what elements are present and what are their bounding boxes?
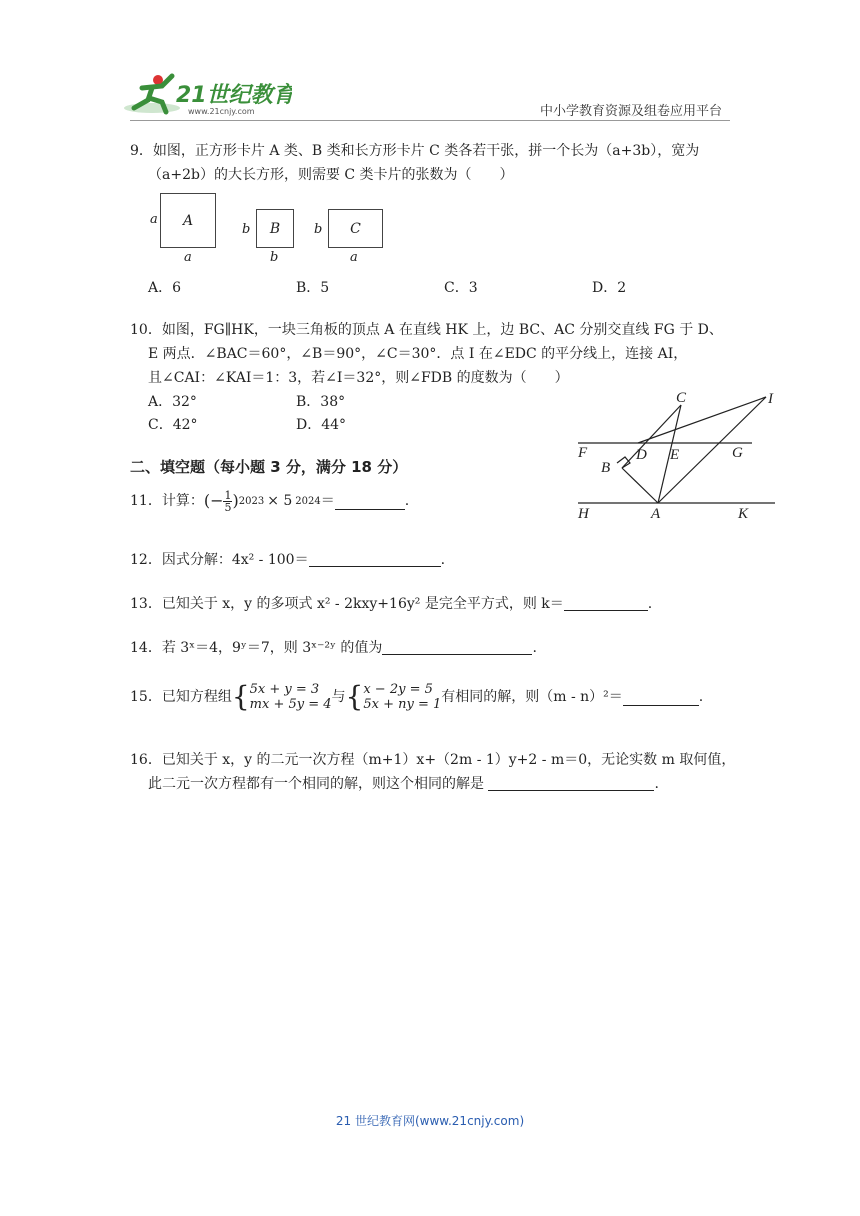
q14: 14．若 3ˣ＝4，9ʸ＝7，则 3ˣ⁻²ʸ 的值为 . (130, 640, 537, 656)
q9-line2: （a+2b）的大长方形，则需要 C 类卡片的张数为（ ） (148, 167, 514, 183)
label-e: E (670, 447, 680, 463)
q11-prefix: 11．计算： (130, 493, 204, 509)
card-b-side-label: b (242, 222, 251, 237)
header-divider (130, 120, 730, 121)
label-a: A (651, 506, 661, 522)
site-logo (122, 72, 292, 118)
card-b (256, 209, 294, 248)
q9-option-a: A．6 (148, 280, 182, 296)
q14-text: 14．若 3ˣ＝4，9ʸ＝7，则 3ˣ⁻²ʸ 的值为 (130, 640, 383, 656)
logo-url: www.21cnjy.com (188, 107, 255, 116)
q16-line1: 16．已知关于 x，y 的二元一次方程（m+1）x+（2m - 1）y+2 - m＝0，无论实数 m 取何值， (130, 752, 736, 768)
label-k: K (738, 506, 749, 522)
q15-prefix: 15．已知方程组 (130, 689, 232, 705)
card-b-label: B (269, 220, 281, 237)
q10-option-d: D．44° (296, 417, 347, 433)
q10-option-c: C．42° (148, 417, 198, 433)
q12-text: 12．因式分解：4x² - 100＝ (130, 552, 309, 568)
q11-suffix: ＝ (320, 493, 335, 509)
section-title: 二、填空题（每小题 3 分，满分 18 分） (130, 458, 408, 476)
platform-name: 中小学教育资源及组卷应用平台 (540, 104, 723, 119)
q16-text: 此二元一次方程都有一个相同的解，则这个相同的解是 (148, 776, 484, 792)
q15-system1: 5x + y = 3 mx + 5y = 4 (249, 682, 332, 712)
label-g: G (732, 445, 743, 461)
label-h: H (578, 506, 589, 522)
logo-text: 21世纪教育 (176, 83, 292, 108)
q10-geometry-figure (570, 385, 785, 525)
bisector-di (638, 397, 766, 443)
card-a-bottom-label: a (184, 250, 192, 265)
q15-system2: x − 2y = 5 5x + ny = 1 (363, 682, 442, 712)
q10-line2: E 两点．∠BAC＝60°，∠B＝90°，∠C＝30°．点 I 在∠EDC 的平分线上，连接 AI， (148, 346, 688, 362)
q11-answer-blank[interactable] (335, 493, 405, 510)
q14-answer-blank[interactable] (382, 638, 532, 655)
label-d: D (636, 447, 647, 463)
label-f: F (578, 445, 588, 461)
q15-answer-blank[interactable] (623, 689, 699, 706)
runner-logo-icon (122, 72, 292, 118)
q9-line1: 9．如图，正方形卡片 A 类、B 类和长方形卡片 C 类各若干张，拼一个长为（a+3b），宽为 (130, 143, 700, 159)
q15: 15．已知方程组 { 5x + y = 3 mx + 5y = 4 与 { x − 2y = 5 5x + ny = 1 有相同的解，则（m - n）²＝ . (130, 680, 704, 713)
q16-answer-blank[interactable] (488, 774, 654, 791)
q11-exp2: 2024 (295, 496, 321, 507)
card-a (160, 193, 216, 248)
q11: 11．计算： (− $\frac{1}{5}$ ) 2023 × 5 2024 ＝ . (130, 488, 410, 514)
q10-line1: 10．如图，FG∥HK，一块三角板的顶点 A 在直线 HK 上，边 BC、AC 分别交直线 FG 于 D、 (130, 322, 723, 338)
q13-text: 13．已知关于 x，y 的多项式 x² - 2kxy+16y² 是完全平方式，则 k＝ (130, 596, 564, 612)
q15-suffix: 有相同的解，则（m - n）²＝ (441, 689, 623, 705)
q12: 12．因式分解：4x² - 100＝ . (130, 552, 446, 568)
q13-answer-blank[interactable] (564, 594, 648, 611)
q9-figure (146, 190, 396, 266)
card-c (328, 209, 383, 248)
card-a-side-label: a (150, 212, 158, 227)
card-c-bottom-label: a (350, 250, 358, 265)
q16-line2: 此二元一次方程都有一个相同的解，则这个相同的解是 . (148, 776, 659, 792)
q9-option-b: B．5 (296, 280, 330, 296)
q10-option-b: B．38° (296, 394, 346, 410)
q12-answer-blank[interactable] (309, 550, 441, 567)
card-c-side-label: b (314, 222, 323, 237)
footer-link[interactable]: 21 世纪教育网(www.21cnjy.com) (335, 1114, 525, 1128)
card-b-bottom-label: b (270, 250, 279, 265)
q10-line3: 且∠CAI：∠KAI＝1：3，若∠I＝32°，则∠FDB 的度数为（ ） (148, 370, 569, 386)
q11-fraction: $\frac{1}{5}$ (224, 488, 232, 514)
label-i: I (768, 391, 773, 407)
label-c: C (676, 390, 687, 406)
card-a-label: A (182, 212, 194, 229)
q10-option-a: A．32° (148, 394, 197, 410)
q9-option-c: C．3 (444, 280, 478, 296)
edge-ba (622, 468, 658, 503)
q9-option-d: D．2 (592, 280, 627, 296)
q13: 13．已知关于 x，y 的多项式 x² - 2kxy+16y² 是完全平方式，则 k＝ . (130, 596, 653, 612)
q15-mid: 与 (331, 689, 346, 705)
card-c-label: C (350, 220, 361, 237)
label-b: B (601, 460, 611, 476)
